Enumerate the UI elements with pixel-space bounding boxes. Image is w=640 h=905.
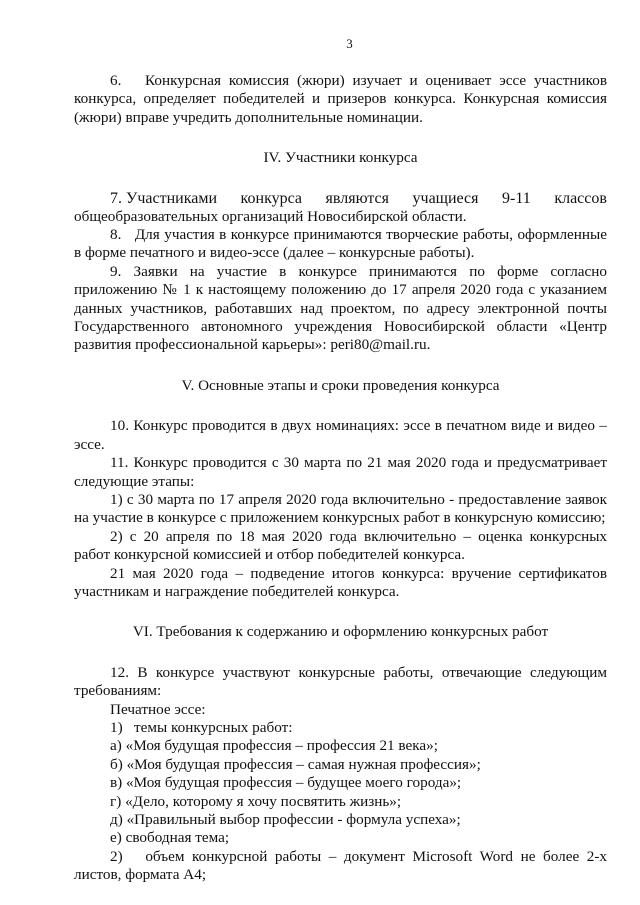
- topic-item: в) «Моя будущая профессия – будущее моего города»;: [110, 774, 462, 792]
- paragraph-7-line-1: [74, 190, 607, 208]
- paragraph-7-line-2: общеобразовательных организаций Новосибирской области.: [74, 207, 467, 225]
- essay-label: Печатное эссе:: [110, 700, 206, 718]
- topic-item: г) «Дело, которому я хочу посвятить жизнь»;: [110, 792, 402, 810]
- topic-item: б) «Моя будущая профессия – самая нужная профессия»;: [110, 755, 481, 773]
- stage-2: 2) с 20 апреля по 18 мая 2020 года включительно – оценка конкурсных работ конкурсной комиссией и отбор победителей конкурса.: [74, 527, 607, 564]
- stage-1: 1) с 30 марта по 17 апреля 2020 года включительно - предоставление заявок на участие в конкурсе с приложением конкурсных работ в конкурсную комиссию;: [74, 490, 607, 527]
- section-heading-participants: IV. Участники конкурса: [263, 149, 418, 167]
- section-heading-requirements: VI. Требования к содержанию и оформлению конкурсных работ: [132, 623, 549, 641]
- topic-item: а) «Моя будущая профессия – профессия 21 века»;: [110, 737, 438, 755]
- final-stage: 21 мая 2020 года – подведение итогов конкурса: вручение сертификатов участникам и награждение победителей конкурса.: [74, 564, 607, 600]
- paragraph-9: 9. Заявки на участие в конкурсе принимаются по форме согласно приложению № 1 к настоящему положению до 17 апреля 2020 года с указанием данных участников, работавших над проектом, по адресу электронной почты Государственного автономного учреждения Новосибирской области «Центр развития профессиональной карьеры»: peri80@mail.ru.: [74, 262, 607, 354]
- paragraph-7-word: 7. Участниками: [110, 189, 218, 207]
- paragraph-7-word: конкурса: [240, 189, 303, 207]
- paragraph-6: 6. Конкурсная комиссия (жюри) изучает и оценивает эссе участников конкурса, определяет победителей и призеров конкурса. Конкурсная комиссия (жюри) вправе учредить дополнительные номинации.: [74, 72, 607, 126]
- topic-item: д) «Правильный выбор профессии - формула успеха»;: [110, 811, 461, 828]
- paragraph-10: 10. Конкурс проводится в двух номинациях: эссе в печатном виде и видео – эссе.: [74, 417, 607, 453]
- topic-item: е) свободная тема;: [110, 829, 230, 847]
- section-heading-stages: V. Основные этапы и сроки проведения конкурса: [181, 376, 500, 394]
- volume-requirement: 2) объем конкурсной работы – документ Microsoft Word не более 2-х листов, формата А4;: [74, 847, 607, 884]
- paragraph-8: 8. Для участия в конкурсе принимаются творческие работы, оформленные в форме печатного и видео-эссе (далее – конкурсные работы).: [74, 226, 607, 262]
- paragraph-7-word: являются: [325, 189, 389, 207]
- topics-label: 1) темы конкурсных работ:: [110, 718, 293, 736]
- paragraph-7-word: учащиеся: [412, 189, 479, 207]
- paragraph-7-word: классов: [554, 189, 607, 207]
- paragraph-11: 11. Конкурс проводится с 30 марта по 21 мая 2020 года и предусматривает следующие этапы:: [74, 454, 607, 490]
- paragraph-12: 12. В конкурсе участвуют конкурсные работы, отвечающие следующим требованиям:: [74, 663, 607, 700]
- page-number: 3: [346, 36, 353, 51]
- paragraph-7-word: 9-11: [502, 189, 531, 207]
